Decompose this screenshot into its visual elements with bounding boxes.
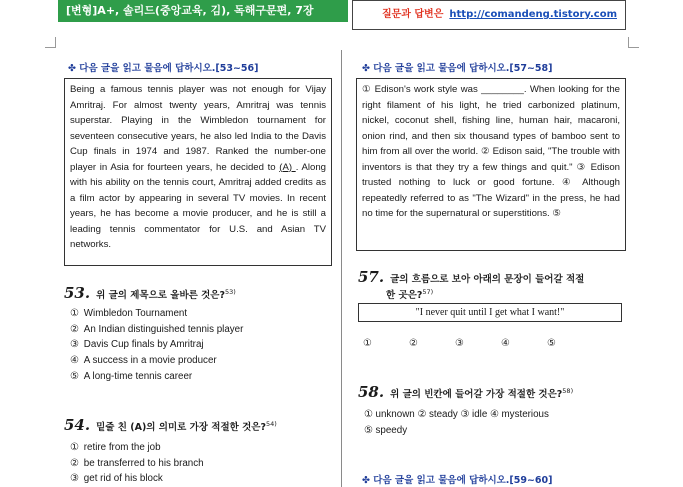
passage-blank-a: (A) <box>279 161 296 173</box>
question-57-quote: "I never quit until I get what I want!" <box>358 303 622 322</box>
option-53-3[interactable]: ③ Davis Cup finals by Amritraj <box>70 339 204 351</box>
option-54-2[interactable]: ② be transferred to his branch <box>70 457 204 469</box>
qa-label: 질문과 답변은 <box>381 9 444 20</box>
section-heading-53-56: ✤ 다음 글을 읽고 물음에 답하시오.[53~56] <box>68 63 259 74</box>
option-53-2[interactable]: ② An Indian distinguished tennis player <box>70 323 244 335</box>
question-57-text-line2: 한 곳은? <box>386 290 423 301</box>
question-58-options <box>364 407 549 438</box>
question-57-line2 <box>386 287 433 301</box>
question-54-text: 밑줄 친 (A)의 의미로 가장 적절한 것은? <box>96 422 266 433</box>
question-54-options <box>70 440 204 487</box>
question-53-options <box>70 306 243 385</box>
question-53-number: 53. <box>64 284 91 302</box>
question-57-choices <box>363 338 593 349</box>
question-54-ref: 54) <box>265 419 277 428</box>
choice-57-3[interactable]: ③ <box>455 338 464 349</box>
passage-text-after: . Along with his ability on the tennis court, Amritraj added credits as a film actor by appearing in several TV movies. In recent years, he has become a movie producer, and he is still a leading tennis commentator for U.S. and Asian TV networks. <box>70 161 326 250</box>
section-heading-59-60: ✤ 다음 글을 읽고 물음에 답하시오.[59~60] <box>362 475 553 486</box>
choice-57-4[interactable]: ④ <box>501 338 510 349</box>
crop-mark-left <box>45 37 56 48</box>
question-58-text: 위 글의 빈칸에 들어갈 가장 적절한 것은? <box>390 389 563 400</box>
question-58 <box>358 383 573 401</box>
choice-57-1[interactable]: ① <box>363 338 372 349</box>
question-58-options-line2[interactable]: ⑤ speedy <box>364 424 408 436</box>
question-58-number: 58. <box>358 383 385 401</box>
question-57-text-line1: 글의 흐름으로 보아 아래의 문장이 들어갈 적절 <box>390 274 585 285</box>
question-54-number: 54. <box>64 416 91 434</box>
section-heading-57-58: ✤ 다음 글을 읽고 물음에 답하시오.[57~58] <box>362 63 553 74</box>
option-54-1[interactable]: ① retire from the job <box>70 442 161 453</box>
option-53-4[interactable]: ④ A success in a movie producer <box>70 355 217 367</box>
question-58-options-line1[interactable]: ① unknown ② steady ③ idle ④ mysterious <box>364 409 549 420</box>
question-53-ref: 53) <box>224 287 236 296</box>
choice-57-2[interactable]: ② <box>409 338 418 349</box>
qa-banner <box>352 0 626 30</box>
passage-53-56 <box>64 78 332 266</box>
document-title-banner: [변형]A+, 솔리드(중앙교육, 김), 독해구문편, 7장 <box>58 0 348 22</box>
question-57 <box>358 268 584 286</box>
question-57-ref: 57) <box>422 287 434 296</box>
option-54-3[interactable]: ③ get rid of his block <box>70 473 163 485</box>
question-54 <box>64 416 277 434</box>
passage-text-before: Being a famous tennis player was not enough for Vijay Amritraj. For almost twenty years, Amritraj was tennis superstar. Playing in the Wimbledon tournament for seventeen consecutive years, he also led India to the Davis Cup finals in 1974 and 1987. Ranked the number-one player in Asia for fourteen years, he decided to <box>70 84 326 173</box>
question-53 <box>64 284 236 302</box>
crop-mark-right <box>628 37 639 48</box>
question-57-number: 57. <box>358 268 385 286</box>
choice-57-5[interactable]: ⑤ <box>547 338 556 349</box>
question-53-text: 위 글의 제목으로 올바른 것은? <box>96 290 225 301</box>
blog-link[interactable]: http://comandeng.tistory.com <box>449 9 617 20</box>
option-53-1[interactable]: ① Wimbledon Tournament <box>70 308 188 319</box>
question-58-ref: 58) <box>562 386 574 395</box>
option-53-5[interactable]: ⑤ A long-time tennis career <box>70 370 193 382</box>
passage-57-58: ① Edison's work style was ________. When looking for the right filament of his light, he tried carbonized platinum, nickel, coconut shell, fishing line, human hair, macaroni, onion rind, and then six thousand types of bamboo sent to him from all over the world. ② Edison said, "The trouble with inventors is that they try a few things and quit." ③ Edison trusted nothing to luck or good fortune. ④ Although repeatedly referred to as "The Wizard" in the press, he had no time for the supernatural or superstitions. ⑤ <box>356 78 626 251</box>
column-divider <box>341 50 342 487</box>
